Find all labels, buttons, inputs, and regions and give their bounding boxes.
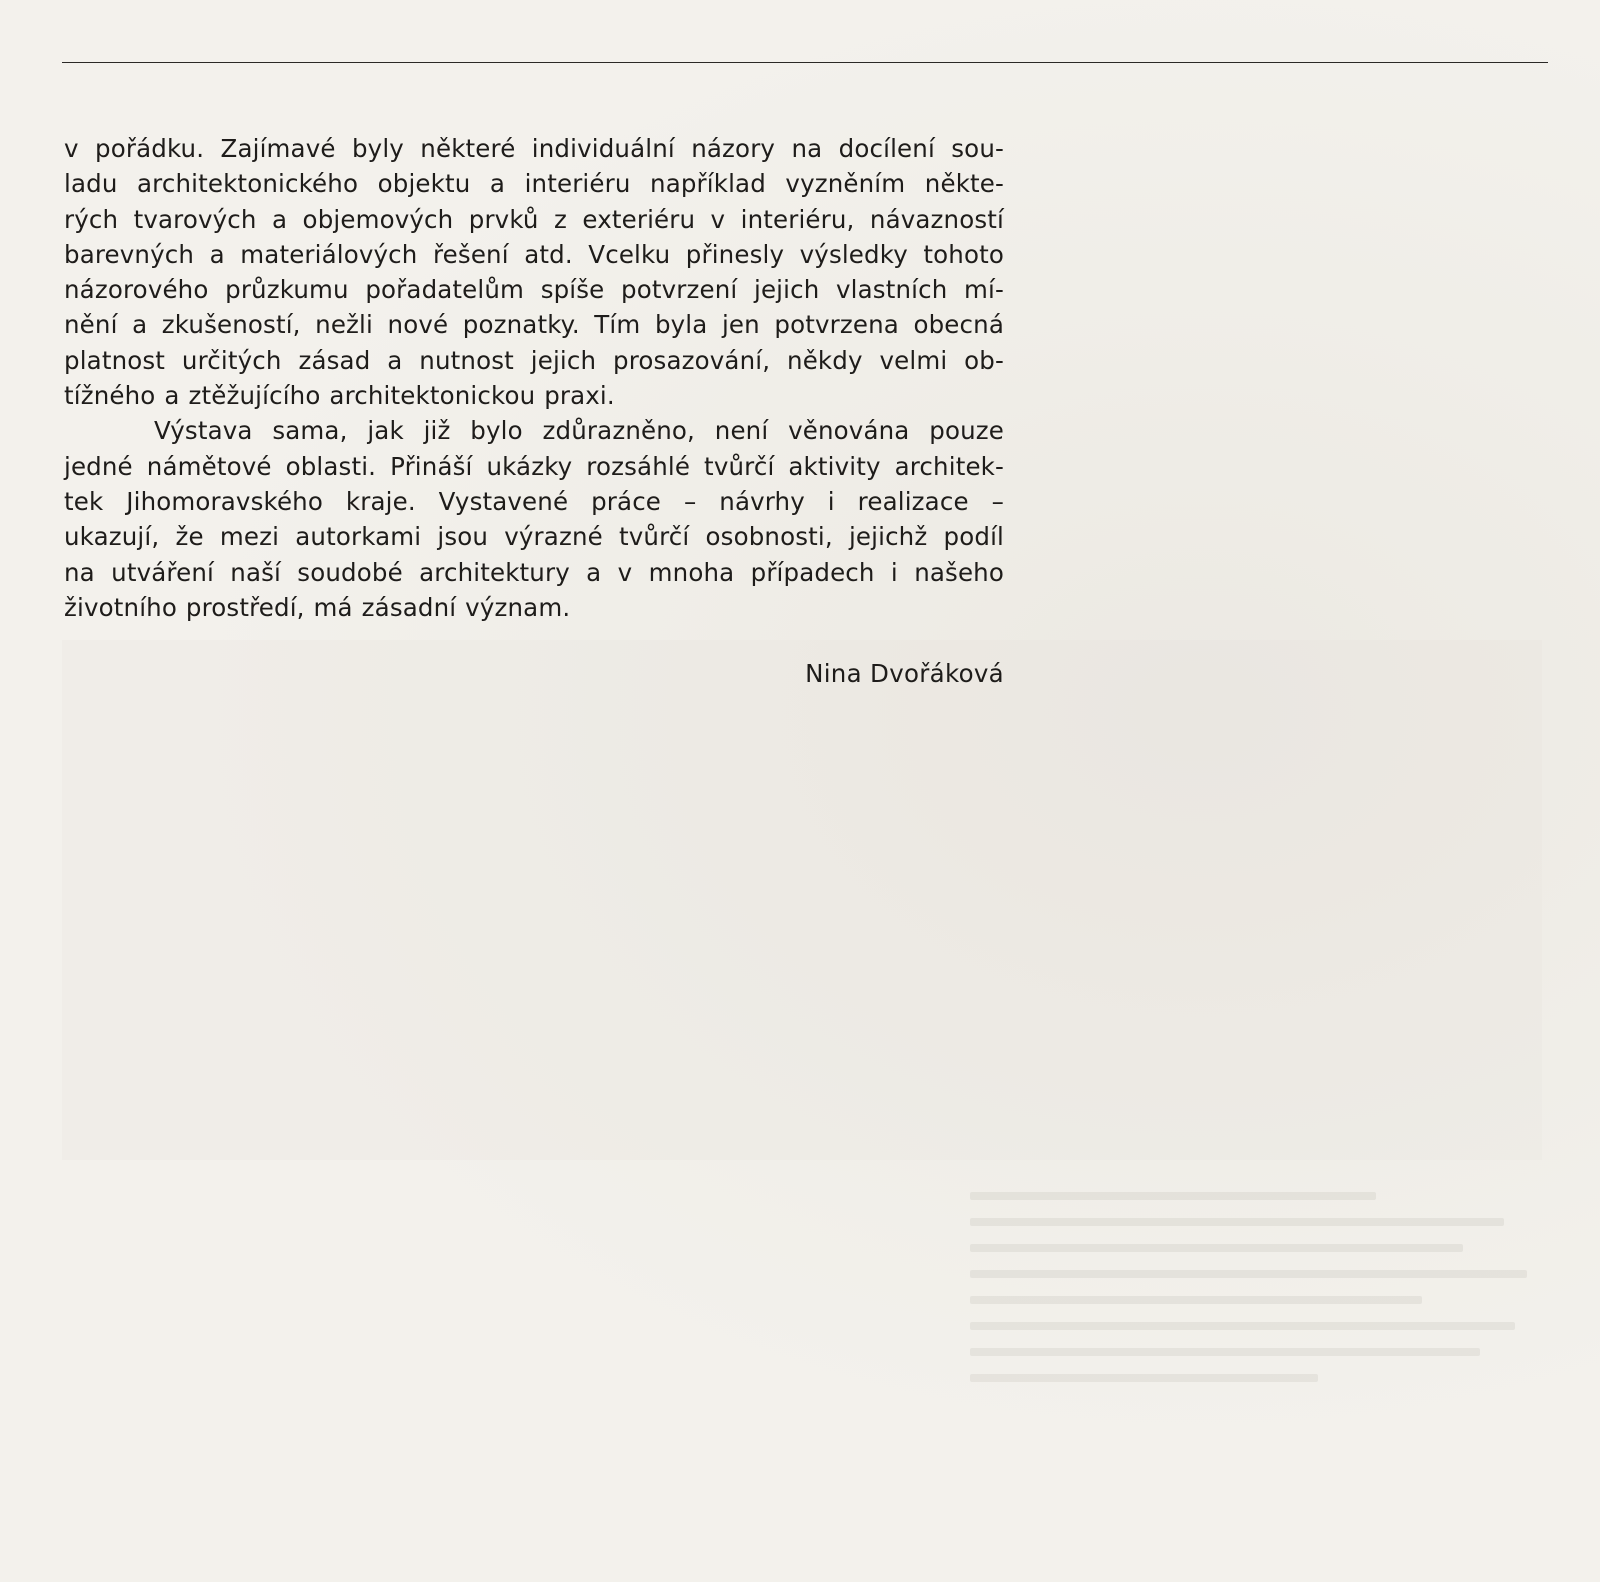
author-signature: Nina Dvořáková bbox=[805, 659, 1004, 688]
text-line: tek Jihomoravského kraje. Vystavené práce – návrhy i realizace – bbox=[64, 486, 1004, 516]
text-line: platnost určitých zásad a nutnost jejich prosazování, někdy velmi ob- bbox=[64, 345, 1004, 375]
text-line: životního prostředí, má zásadní význam. bbox=[64, 592, 571, 622]
text-line: ladu architektonického objektu a interiéru například vyzněním někte- bbox=[64, 169, 1004, 199]
text-line: Výstava sama, jak již bylo zdůrazněno, není věnována pouze bbox=[154, 416, 1004, 446]
text-line: ukazují, že mezi autorkami jsou výrazné tvůrčí osobnosti, jejichž podíl bbox=[64, 522, 1004, 552]
body-text bbox=[64, 131, 1004, 625]
show-through-text bbox=[970, 1192, 1550, 1492]
text-line: na utváření naší soudobé architektury a v mnoha případech i našeho bbox=[64, 557, 1004, 587]
paragraph-1 bbox=[64, 131, 1004, 413]
show-through-panel bbox=[62, 640, 1542, 1160]
text-line: nění a zkušeností, nežli nové poznatky. Tím byla jen potvrzena obecná bbox=[64, 310, 1004, 340]
text-line: rých tvarových a objemových prvků z exteriéru v interiéru, návazností bbox=[64, 204, 1004, 234]
paragraph-2 bbox=[64, 413, 1004, 625]
text-line: názorového průzkumu pořadatelům spíše potvrzení jejich vlastních mí- bbox=[64, 275, 1004, 305]
text-line: v pořádku. Zajímavé byly některé individuální názory na docílení sou- bbox=[64, 134, 1004, 163]
top-rule bbox=[62, 62, 1548, 63]
text-line: tížného a ztěžujícího architektonickou praxi. bbox=[64, 381, 615, 411]
text-line: jedné námětové oblasti. Přináší ukázky rozsáhlé tvůrčí aktivity architek- bbox=[64, 451, 1004, 481]
text-line: barevných a materiálových řešení atd. Vcelku přinesly výsledky tohoto bbox=[64, 239, 1004, 269]
